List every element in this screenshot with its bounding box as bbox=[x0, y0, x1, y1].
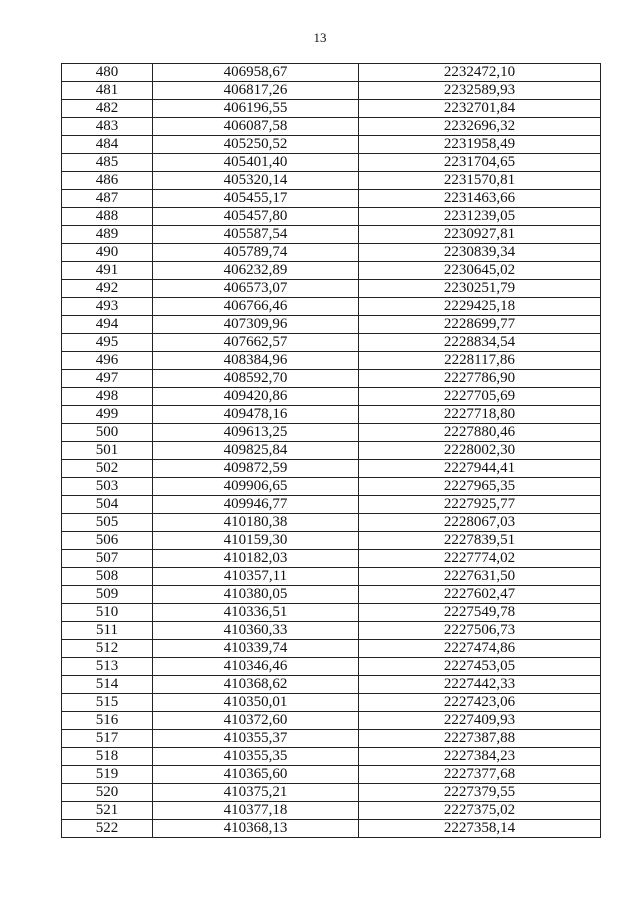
x-coordinate-cell: 405457,80 bbox=[153, 208, 359, 226]
point-number-cell: 507 bbox=[62, 550, 153, 568]
x-coordinate-cell: 410368,62 bbox=[153, 676, 359, 694]
table-row bbox=[62, 478, 601, 496]
table-row bbox=[62, 136, 601, 154]
point-number-cell: 517 bbox=[62, 730, 153, 748]
x-coordinate-cell: 409906,65 bbox=[153, 478, 359, 496]
point-number-cell: 506 bbox=[62, 532, 153, 550]
table-row bbox=[62, 532, 601, 550]
point-number-cell: 482 bbox=[62, 100, 153, 118]
y-coordinate-cell: 2227442,33 bbox=[359, 676, 601, 694]
y-coordinate-cell: 2227377,68 bbox=[359, 766, 601, 784]
table-row bbox=[62, 352, 601, 370]
y-coordinate-cell: 2227474,86 bbox=[359, 640, 601, 658]
y-coordinate-cell: 2227965,35 bbox=[359, 478, 601, 496]
table-row bbox=[62, 622, 601, 640]
table-row bbox=[62, 568, 601, 586]
point-number-cell: 480 bbox=[62, 64, 153, 82]
y-coordinate-cell: 2230251,79 bbox=[359, 280, 601, 298]
point-number-cell: 513 bbox=[62, 658, 153, 676]
point-number-cell: 496 bbox=[62, 352, 153, 370]
table-row bbox=[62, 370, 601, 388]
x-coordinate-cell: 410357,11 bbox=[153, 568, 359, 586]
y-coordinate-cell: 2227786,90 bbox=[359, 370, 601, 388]
point-number-cell: 522 bbox=[62, 820, 153, 838]
table-row bbox=[62, 802, 601, 820]
point-number-cell: 516 bbox=[62, 712, 153, 730]
table-row bbox=[62, 514, 601, 532]
table-row bbox=[62, 586, 601, 604]
table-row bbox=[62, 496, 601, 514]
x-coordinate-cell: 406196,55 bbox=[153, 100, 359, 118]
point-number-cell: 489 bbox=[62, 226, 153, 244]
y-coordinate-cell: 2231463,66 bbox=[359, 190, 601, 208]
x-coordinate-cell: 409478,16 bbox=[153, 406, 359, 424]
point-number-cell: 492 bbox=[62, 280, 153, 298]
point-number-cell: 520 bbox=[62, 784, 153, 802]
x-coordinate-cell: 406766,46 bbox=[153, 298, 359, 316]
point-number-cell: 503 bbox=[62, 478, 153, 496]
point-number-cell: 488 bbox=[62, 208, 153, 226]
x-coordinate-cell: 410159,30 bbox=[153, 532, 359, 550]
x-coordinate-cell: 407309,96 bbox=[153, 316, 359, 334]
x-coordinate-cell: 410346,46 bbox=[153, 658, 359, 676]
x-coordinate-cell: 409825,84 bbox=[153, 442, 359, 460]
point-number-cell: 491 bbox=[62, 262, 153, 280]
point-number-cell: 493 bbox=[62, 298, 153, 316]
x-coordinate-cell: 410339,74 bbox=[153, 640, 359, 658]
x-coordinate-cell: 409872,59 bbox=[153, 460, 359, 478]
table-row bbox=[62, 784, 601, 802]
x-coordinate-cell: 406232,89 bbox=[153, 262, 359, 280]
y-coordinate-cell: 2227375,02 bbox=[359, 802, 601, 820]
y-coordinate-cell: 2227384,23 bbox=[359, 748, 601, 766]
x-coordinate-cell: 410375,21 bbox=[153, 784, 359, 802]
table-row bbox=[62, 820, 601, 838]
x-coordinate-cell: 410182,03 bbox=[153, 550, 359, 568]
page-number: 13 bbox=[313, 30, 327, 45]
y-coordinate-cell: 2227358,14 bbox=[359, 820, 601, 838]
table-row bbox=[62, 388, 601, 406]
point-number-cell: 490 bbox=[62, 244, 153, 262]
x-coordinate-cell: 409946,77 bbox=[153, 496, 359, 514]
y-coordinate-cell: 2227718,80 bbox=[359, 406, 601, 424]
x-coordinate-cell: 405789,74 bbox=[153, 244, 359, 262]
y-coordinate-cell: 2231239,05 bbox=[359, 208, 601, 226]
x-coordinate-cell: 410355,35 bbox=[153, 748, 359, 766]
x-coordinate-cell: 410372,60 bbox=[153, 712, 359, 730]
y-coordinate-cell: 2229425,18 bbox=[359, 298, 601, 316]
y-coordinate-cell: 2227925,77 bbox=[359, 496, 601, 514]
y-coordinate-cell: 2231570,81 bbox=[359, 172, 601, 190]
y-coordinate-cell: 2232472,10 bbox=[359, 64, 601, 82]
x-coordinate-cell: 406958,67 bbox=[153, 64, 359, 82]
y-coordinate-cell: 2227705,69 bbox=[359, 388, 601, 406]
point-number-cell: 498 bbox=[62, 388, 153, 406]
y-coordinate-cell: 2227387,88 bbox=[359, 730, 601, 748]
point-number-cell: 495 bbox=[62, 334, 153, 352]
table-row bbox=[62, 334, 601, 352]
x-coordinate-cell: 407662,57 bbox=[153, 334, 359, 352]
table-row bbox=[62, 406, 601, 424]
point-number-cell: 518 bbox=[62, 748, 153, 766]
point-number-cell: 515 bbox=[62, 694, 153, 712]
point-number-cell: 501 bbox=[62, 442, 153, 460]
x-coordinate-cell: 410365,60 bbox=[153, 766, 359, 784]
table-row bbox=[62, 658, 601, 676]
y-coordinate-cell: 2227506,73 bbox=[359, 622, 601, 640]
x-coordinate-cell: 406817,26 bbox=[153, 82, 359, 100]
point-number-cell: 511 bbox=[62, 622, 153, 640]
y-coordinate-cell: 2227453,05 bbox=[359, 658, 601, 676]
point-number-cell: 499 bbox=[62, 406, 153, 424]
x-coordinate-cell: 410380,05 bbox=[153, 586, 359, 604]
table-row bbox=[62, 118, 601, 136]
table-row bbox=[62, 64, 601, 82]
x-coordinate-cell: 408384,96 bbox=[153, 352, 359, 370]
point-number-cell: 521 bbox=[62, 802, 153, 820]
table-row bbox=[62, 280, 601, 298]
y-coordinate-cell: 2232701,84 bbox=[359, 100, 601, 118]
table-row bbox=[62, 640, 601, 658]
x-coordinate-cell: 408592,70 bbox=[153, 370, 359, 388]
y-coordinate-cell: 2227774,02 bbox=[359, 550, 601, 568]
table-row bbox=[62, 154, 601, 172]
point-number-cell: 494 bbox=[62, 316, 153, 334]
y-coordinate-cell: 2227409,93 bbox=[359, 712, 601, 730]
table-row bbox=[62, 766, 601, 784]
table-row bbox=[62, 712, 601, 730]
table-row bbox=[62, 208, 601, 226]
y-coordinate-cell: 2227379,55 bbox=[359, 784, 601, 802]
y-coordinate-cell: 2227549,78 bbox=[359, 604, 601, 622]
y-coordinate-cell: 2227880,46 bbox=[359, 424, 601, 442]
table-row bbox=[62, 172, 601, 190]
table-row bbox=[62, 262, 601, 280]
point-number-cell: 510 bbox=[62, 604, 153, 622]
table-row bbox=[62, 442, 601, 460]
table-row bbox=[62, 316, 601, 334]
table-row bbox=[62, 748, 601, 766]
table-row bbox=[62, 298, 601, 316]
point-number-cell: 504 bbox=[62, 496, 153, 514]
point-number-cell: 505 bbox=[62, 514, 153, 532]
x-coordinate-cell: 406573,07 bbox=[153, 280, 359, 298]
point-number-cell: 500 bbox=[62, 424, 153, 442]
point-number-cell: 481 bbox=[62, 82, 153, 100]
table-row bbox=[62, 100, 601, 118]
point-number-cell: 483 bbox=[62, 118, 153, 136]
y-coordinate-cell: 2231704,65 bbox=[359, 154, 601, 172]
x-coordinate-cell: 410368,13 bbox=[153, 820, 359, 838]
x-coordinate-cell: 405401,40 bbox=[153, 154, 359, 172]
x-coordinate-cell: 409420,86 bbox=[153, 388, 359, 406]
point-number-cell: 502 bbox=[62, 460, 153, 478]
point-number-cell: 484 bbox=[62, 136, 153, 154]
table-row bbox=[62, 460, 601, 478]
x-coordinate-cell: 410180,38 bbox=[153, 514, 359, 532]
table-row bbox=[62, 730, 601, 748]
y-coordinate-cell: 2230645,02 bbox=[359, 262, 601, 280]
x-coordinate-cell: 406087,58 bbox=[153, 118, 359, 136]
point-number-cell: 514 bbox=[62, 676, 153, 694]
y-coordinate-cell: 2230927,81 bbox=[359, 226, 601, 244]
x-coordinate-cell: 410336,51 bbox=[153, 604, 359, 622]
table-row bbox=[62, 190, 601, 208]
x-coordinate-cell: 405587,54 bbox=[153, 226, 359, 244]
table-row bbox=[62, 550, 601, 568]
x-coordinate-cell: 410377,18 bbox=[153, 802, 359, 820]
x-coordinate-cell: 405250,52 bbox=[153, 136, 359, 154]
x-coordinate-cell: 405455,17 bbox=[153, 190, 359, 208]
table-row bbox=[62, 226, 601, 244]
table-row bbox=[62, 424, 601, 442]
coordinates-table bbox=[61, 63, 601, 838]
y-coordinate-cell: 2227423,06 bbox=[359, 694, 601, 712]
y-coordinate-cell: 2232696,32 bbox=[359, 118, 601, 136]
point-number-cell: 497 bbox=[62, 370, 153, 388]
y-coordinate-cell: 2228002,30 bbox=[359, 442, 601, 460]
table-row bbox=[62, 82, 601, 100]
point-number-cell: 509 bbox=[62, 586, 153, 604]
table-row bbox=[62, 676, 601, 694]
y-coordinate-cell: 2227631,50 bbox=[359, 568, 601, 586]
point-number-cell: 485 bbox=[62, 154, 153, 172]
x-coordinate-cell: 405320,14 bbox=[153, 172, 359, 190]
y-coordinate-cell: 2232589,93 bbox=[359, 82, 601, 100]
table-row bbox=[62, 604, 601, 622]
y-coordinate-cell: 2227944,41 bbox=[359, 460, 601, 478]
table-row bbox=[62, 694, 601, 712]
coordinates-table-body bbox=[62, 64, 601, 838]
point-number-cell: 508 bbox=[62, 568, 153, 586]
x-coordinate-cell: 410355,37 bbox=[153, 730, 359, 748]
point-number-cell: 512 bbox=[62, 640, 153, 658]
point-number-cell: 487 bbox=[62, 190, 153, 208]
point-number-cell: 486 bbox=[62, 172, 153, 190]
y-coordinate-cell: 2228067,03 bbox=[359, 514, 601, 532]
y-coordinate-cell: 2230839,34 bbox=[359, 244, 601, 262]
x-coordinate-cell: 410360,33 bbox=[153, 622, 359, 640]
x-coordinate-cell: 410350,01 bbox=[153, 694, 359, 712]
x-coordinate-cell: 409613,25 bbox=[153, 424, 359, 442]
point-number-cell: 519 bbox=[62, 766, 153, 784]
y-coordinate-cell: 2227602,47 bbox=[359, 586, 601, 604]
table-row bbox=[62, 244, 601, 262]
y-coordinate-cell: 2227839,51 bbox=[359, 532, 601, 550]
y-coordinate-cell: 2228699,77 bbox=[359, 316, 601, 334]
y-coordinate-cell: 2228834,54 bbox=[359, 334, 601, 352]
y-coordinate-cell: 2228117,86 bbox=[359, 352, 601, 370]
y-coordinate-cell: 2231958,49 bbox=[359, 136, 601, 154]
